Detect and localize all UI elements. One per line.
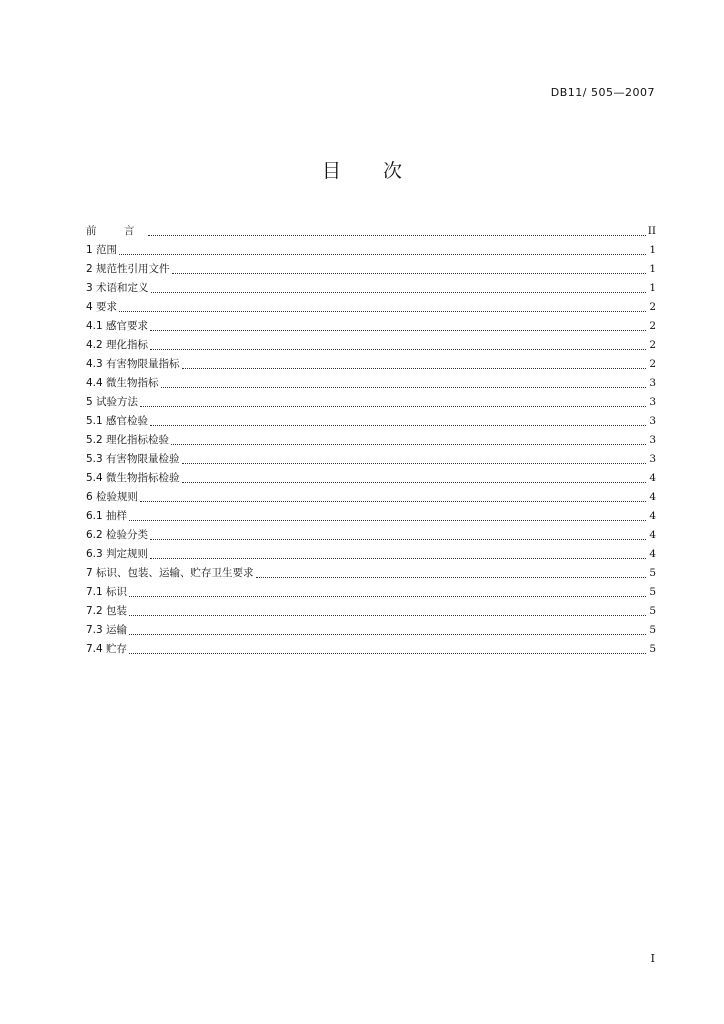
toc-entry-page: 1 [649, 244, 656, 256]
toc-entry-label: 6.2 检验分类 [86, 529, 149, 541]
toc-leader-dots [129, 634, 646, 635]
toc-entry-page: 3 [649, 453, 656, 465]
toc-leader-dots [148, 235, 645, 236]
toc-leader-dots [150, 330, 646, 331]
toc-entry-page: 3 [649, 396, 656, 408]
toc-entry-label: 前 言 [86, 225, 147, 237]
toc-entry[interactable] [86, 602, 656, 621]
toc-entry[interactable] [86, 412, 656, 431]
toc-entry-page: 5 [649, 643, 656, 655]
toc-entry-page: 5 [649, 605, 656, 617]
toc-entry-page: 4 [649, 548, 656, 560]
toc-entry-label: 3 术语和定义 [86, 282, 149, 294]
toc-leader-dots [161, 387, 646, 388]
toc-entry-label: 4.2 理化指标 [86, 339, 149, 351]
toc-leader-dots [119, 254, 646, 255]
toc-entry[interactable] [86, 564, 656, 583]
toc-entry-label: 5 试验方法 [86, 396, 139, 408]
toc-entry-page: 2 [649, 339, 656, 351]
toc-leader-dots [150, 425, 646, 426]
toc-entry-label: 4.4 微生物指标 [86, 377, 159, 389]
toc-entry[interactable] [86, 621, 656, 640]
toc-entry[interactable] [86, 298, 656, 317]
toc-entry[interactable] [86, 222, 656, 241]
toc-leader-dots [182, 368, 646, 369]
toc-entry-label: 7.3 运输 [86, 624, 128, 636]
toc-leader-dots [256, 577, 646, 578]
toc-entry[interactable] [86, 393, 656, 412]
toc-entry[interactable] [86, 355, 656, 374]
toc-entry[interactable] [86, 640, 656, 659]
toc-leader-dots [140, 501, 646, 502]
toc-entry-label: 5.3 有害物限量检验 [86, 453, 180, 465]
toc-entry-page: II [647, 225, 656, 237]
toc-leader-dots [172, 273, 646, 274]
toc-entry-page: 2 [649, 320, 656, 332]
toc-entry[interactable] [86, 260, 656, 279]
toc-leader-dots [151, 292, 646, 293]
toc-entry-page: 1 [649, 263, 656, 275]
toc-leader-dots [129, 653, 646, 654]
toc-entry-label: 5.4 微生物指标检验 [86, 472, 180, 484]
toc-entry[interactable] [86, 488, 656, 507]
toc-entry-page: 5 [649, 586, 656, 598]
table-of-contents [86, 222, 656, 659]
toc-leader-dots [129, 520, 646, 521]
toc-entry-label: 7.2 包装 [86, 605, 128, 617]
toc-entry-label: 4.3 有害物限量指标 [86, 358, 180, 370]
toc-entry-label: 4.1 感官要求 [86, 320, 149, 332]
toc-entry[interactable] [86, 317, 656, 336]
toc-entry-page: 3 [649, 434, 656, 446]
toc-entry-page: 5 [649, 567, 656, 579]
toc-entry-page: 2 [649, 301, 656, 313]
page-number: I [650, 952, 655, 965]
toc-entry-label: 6.1 抽样 [86, 510, 128, 522]
toc-entry[interactable] [86, 336, 656, 355]
toc-leader-dots [150, 558, 646, 559]
toc-leader-dots [150, 349, 646, 350]
toc-entry-label: 7 标识、包装、运输、贮存卫生要求 [86, 567, 254, 579]
toc-entry-label: 5.2 理化指标检验 [86, 434, 170, 446]
toc-entry-label: 5.1 感官检验 [86, 415, 149, 427]
toc-entry[interactable] [86, 431, 656, 450]
toc-entry[interactable] [86, 507, 656, 526]
toc-entry[interactable] [86, 450, 656, 469]
toc-entry-page: 2 [649, 358, 656, 370]
toc-entry-label: 6.3 判定规则 [86, 548, 149, 560]
toc-entry-page: 3 [649, 377, 656, 389]
toc-entry-page: 5 [649, 624, 656, 636]
toc-leader-dots [129, 596, 646, 597]
toc-entry-label: 4 要求 [86, 301, 118, 313]
toc-entry-page: 4 [649, 510, 656, 522]
toc-leader-dots [182, 463, 646, 464]
toc-entry[interactable] [86, 526, 656, 545]
toc-leader-dots [150, 539, 646, 540]
toc-entry-label: 2 规范性引用文件 [86, 263, 170, 275]
page-title: 目 次 [321, 160, 421, 182]
toc-leader-dots [129, 615, 646, 616]
toc-entry-label: 7.4 贮存 [86, 643, 128, 655]
toc-entry-label: 7.1 标识 [86, 586, 128, 598]
toc-entry-label: 1 范围 [86, 244, 118, 256]
toc-entry[interactable] [86, 241, 656, 260]
toc-leader-dots [182, 482, 646, 483]
toc-leader-dots [119, 311, 646, 312]
toc-entry-label: 6 检验规则 [86, 491, 139, 503]
toc-entry-page: 4 [649, 472, 656, 484]
toc-leader-dots [171, 444, 646, 445]
document-code: DB11/ 505—2007 [550, 86, 655, 99]
toc-entry[interactable] [86, 279, 656, 298]
toc-entry-page: 3 [649, 415, 656, 427]
toc-entry-page: 1 [649, 282, 656, 294]
toc-entry[interactable] [86, 469, 656, 488]
toc-entry-page: 4 [649, 491, 656, 503]
toc-entry[interactable] [86, 374, 656, 393]
toc-entry[interactable] [86, 545, 656, 564]
toc-entry[interactable] [86, 583, 656, 602]
toc-entry-page: 4 [649, 529, 656, 541]
toc-leader-dots [140, 406, 646, 407]
